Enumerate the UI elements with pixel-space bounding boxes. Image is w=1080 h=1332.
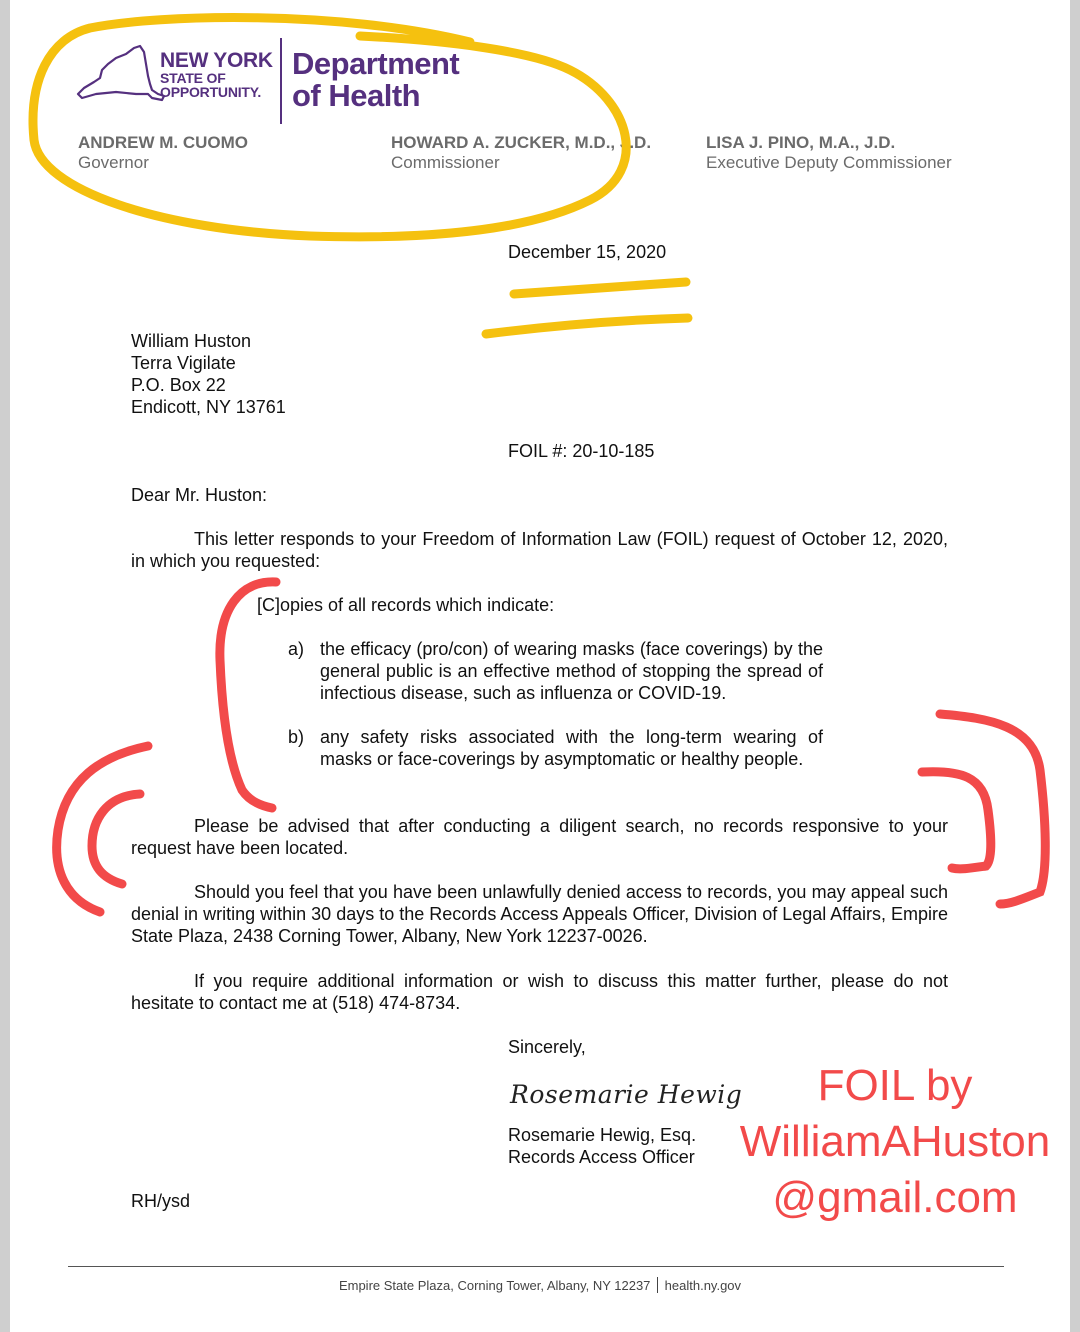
- footer-rule: [68, 1266, 1004, 1267]
- quote-item-text: any safety risks associated with the long-term wearing of masks or face-coverings by asymptomatic or healthy people.: [320, 727, 823, 769]
- quote-item-b: [288, 726, 823, 770]
- letter-date: December 15, 2020: [508, 242, 667, 262]
- signer-block: [508, 1124, 696, 1168]
- paragraph-contact: If you require additional information or wish to discuss this matter further, please do not hesitate to contact me at (518) 474-8734.: [131, 971, 948, 1013]
- stamp-line1: FOIL by: [817, 1061, 973, 1110]
- footer-separator: [657, 1277, 658, 1293]
- typist-initials: RH/ysd: [131, 1191, 191, 1211]
- ny-logo-line2: STATE OF: [160, 70, 226, 86]
- official-title: Governor: [78, 153, 149, 172]
- department-line1: Department: [292, 46, 460, 81]
- recipient-org: Terra Vigilate: [131, 353, 236, 373]
- ny-logo-line3: OPPORTUNITY.: [160, 84, 262, 100]
- footer-url: health.ny.gov: [664, 1278, 742, 1293]
- department-name: [292, 48, 459, 112]
- recipient-address1: P.O. Box 22: [131, 375, 226, 395]
- recipient-address2: Endicott, NY 13761: [131, 397, 286, 417]
- recipient-address: [131, 330, 286, 418]
- red-bracket-annotation: [940, 714, 1045, 904]
- department-line2: of Health: [292, 78, 421, 113]
- official-name: ANDREW M. CUOMO: [78, 133, 248, 152]
- official-name: HOWARD A. ZUCKER, M.D., J.D.: [391, 133, 652, 152]
- footer-address: Empire State Plaza, Corning Tower, Albany, NY 12237: [338, 1278, 651, 1293]
- signature: Rosemarie Hewig: [510, 1080, 743, 1109]
- paragraph-no-records: Please be advised that after conducting a diligent search, no records responsive to your request have been located.: [131, 816, 948, 858]
- signer-title: Records Access Officer: [508, 1147, 695, 1167]
- letter-page: [10, 0, 1070, 1332]
- stamp-line2: WilliamAHuston: [739, 1117, 1051, 1166]
- official-commissioner: [391, 133, 651, 173]
- list-marker: a): [288, 639, 305, 659]
- paragraph-appeal: Should you feel that you have been unlawfully denied access to records, you may appeal such denial in writing within 30 days to the Records Access Appeals Officer, Division of Legal Affairs, Empire State Plaza, 2438 Corning Tower, Albany, New York 12237-0026.: [131, 882, 948, 946]
- closing: Sincerely,: [508, 1037, 586, 1057]
- salutation: Dear Mr. Huston:: [131, 485, 268, 505]
- footer: [10, 1277, 1070, 1293]
- new-york-state-outline-icon: [76, 44, 166, 104]
- quote-item-text: the efficacy (pro/con) of wearing masks (face coverings) by the general public is an effective method of stopping the spread of infectious disease, such as influenza or COVID-19.: [320, 639, 823, 703]
- stamp-line3: @gmail.com: [772, 1173, 1018, 1222]
- logo-divider: [280, 38, 282, 124]
- foil-email-stamp: [722, 1058, 1068, 1226]
- quote-item-a: [288, 638, 823, 704]
- official-title: Executive Deputy Commissioner: [706, 153, 952, 172]
- recipient-name: William Huston: [131, 331, 252, 351]
- yellow-underline-annotation: [486, 318, 688, 334]
- ny-logo-line1: NEW YORK: [160, 49, 273, 72]
- quote-intro: [C]opies of all records which indicate:: [257, 595, 555, 615]
- ny-logo-text: [160, 50, 273, 99]
- signer-name: Rosemarie Hewig, Esq.: [508, 1125, 697, 1145]
- official-deputy: [706, 133, 952, 173]
- foil-number: FOIL #: 20-10-185: [508, 441, 655, 461]
- official-title: Commissioner: [391, 153, 500, 172]
- list-marker: b): [288, 727, 305, 747]
- official-name: LISA J. PINO, M.A., J.D.: [706, 133, 896, 152]
- yellow-underline-annotation: [514, 282, 686, 294]
- official-governor: [78, 133, 248, 173]
- paragraph-request: This letter responds to your Freedom of Information Law (FOIL) request of October 12, 2020, in which you requested:: [131, 529, 948, 571]
